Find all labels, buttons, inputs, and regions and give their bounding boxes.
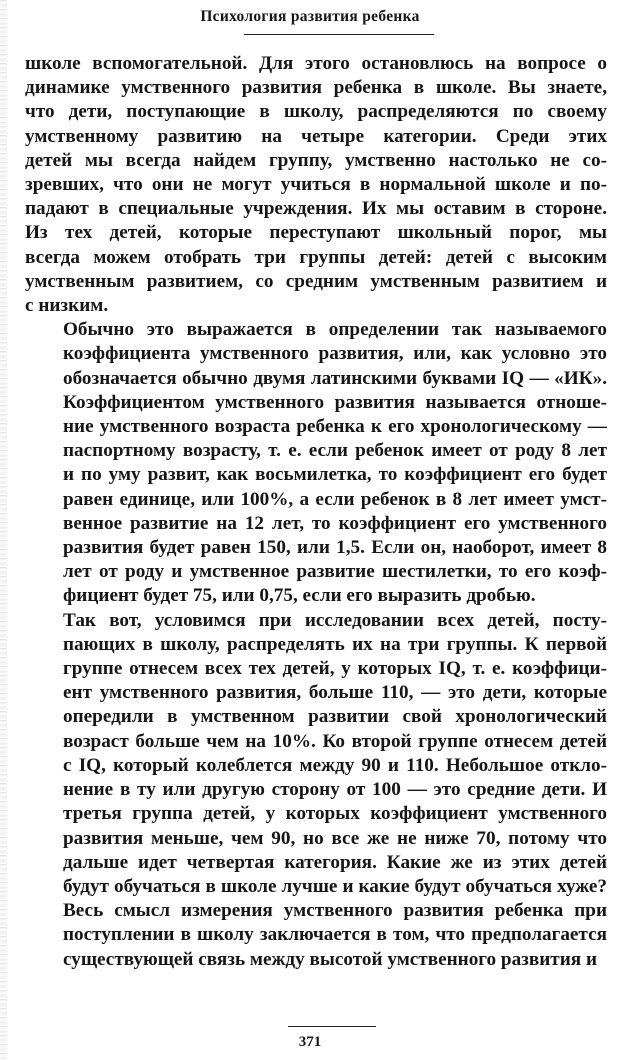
running-head-rule: [244, 34, 434, 35]
paragraph: [25, 318, 607, 608]
running-head: Психология развития ребенка: [200, 8, 420, 25]
text-line: умственным развитием, со средним умственным развитием и: [25, 270, 607, 292]
text-line: динамике умственного развития ребенка в школе. Вы знаете,: [25, 77, 607, 99]
body-text: [25, 52, 607, 972]
text-line: венное развитие на 12 лет, то коэффициент его умственного: [63, 512, 607, 534]
text-line: Так вот, условимся при исследовании всех детей, посту-: [63, 609, 607, 631]
paragraph: [25, 52, 607, 318]
footer-rule: [288, 1026, 376, 1027]
text-line: фициент будет 75, или 0,75, если его выразить дробью.: [63, 585, 536, 607]
text-line: коэффициента умственного развития, или, как условно это: [63, 343, 607, 365]
text-line: группе отнесем всех тех детей, у которых IQ, т. е. коэффици-: [63, 658, 607, 680]
text-line: школе вспомогательной. Для этого остановлюсь на вопросе о: [25, 53, 607, 74]
text-line: с низким.: [25, 295, 109, 317]
text-line: пающих в школу, распределять их на три группы. К первой: [63, 633, 607, 655]
text-line: всегда можем отобрать три группы детей: детей с высоким: [25, 246, 607, 268]
text-line: поступлении в школу заключается в том, что предполагается: [63, 924, 607, 946]
page-number: 371: [298, 1034, 322, 1050]
page-binding-edge: [0, 0, 7, 1060]
paragraph: [25, 609, 607, 972]
text-line: существующей связь между высотой умственного развития и: [63, 948, 598, 970]
text-line: падают в специальные учреждения. Их мы оставим в стороне.: [25, 198, 607, 220]
text-line: нение в ту или другую сторону от 100 — это средние дети. И: [63, 779, 607, 801]
text-line: детей мы всегда найдем группу, умственно настолько не со-: [25, 149, 607, 171]
text-line: Коэффициентом умственного развития называется отноше-: [63, 391, 607, 413]
text-line: будут обучаться в школе лучше и какие будут обучаться хуже?: [63, 875, 607, 897]
text-line: третья группа детей, у которых коэффициент умственного: [63, 803, 607, 825]
text-line: с IQ, который колеблется между 90 и 110. Небольшое откло-: [63, 754, 607, 776]
text-line: паспортному возрасту, т. е. если ребенок имеет от роду 8 лет: [63, 440, 607, 462]
text-line: развития меньше, чем 90, но все же не ниже 70, потому что: [63, 827, 607, 849]
text-line: возраст больше чем на 10%. Ко второй группе отнесем детей: [63, 730, 607, 752]
text-line: Обычно это выражается в определении так называемого: [63, 319, 607, 341]
text-line: умственному развитию на четыре категории. Среди этих: [25, 125, 607, 147]
text-line: что дети, поступающие в школу, распределяются по своему: [25, 101, 607, 123]
text-line: зревших, что они не могут учиться в нормальной школе и по-: [25, 174, 607, 196]
text-line: Из тех детей, которые переступают школьный порог, мы: [25, 222, 607, 244]
text-line: Весь смысл измерения умственного развития ребенка при: [63, 900, 607, 922]
text-line: и по уму развит, как восьмилетка, то коэффициент его будет: [63, 464, 607, 486]
text-line: ние умственного возраста ребенка к его хронологическому —: [63, 416, 607, 438]
text-line: дальше идет четвертая категория. Какие же из этих детей: [63, 851, 607, 873]
text-line: равен единице, или 100%, а если ребенок в 8 лет имеет умст-: [63, 488, 607, 510]
text-line: лет от роду и умственное развитие шестилетки, то его коэф-: [63, 561, 607, 583]
text-line: опередили в умственном развитии свой хронологический: [63, 706, 607, 728]
text-line: развития будет равен 150, или 1,5. Если он, наоборот, имеет 8: [63, 537, 607, 559]
text-line: ент умственного развития, больше 110, — это дети, которые: [63, 682, 607, 704]
text-line: обозначается обычно двумя латинскими буквами IQ — «ИК».: [63, 367, 607, 389]
